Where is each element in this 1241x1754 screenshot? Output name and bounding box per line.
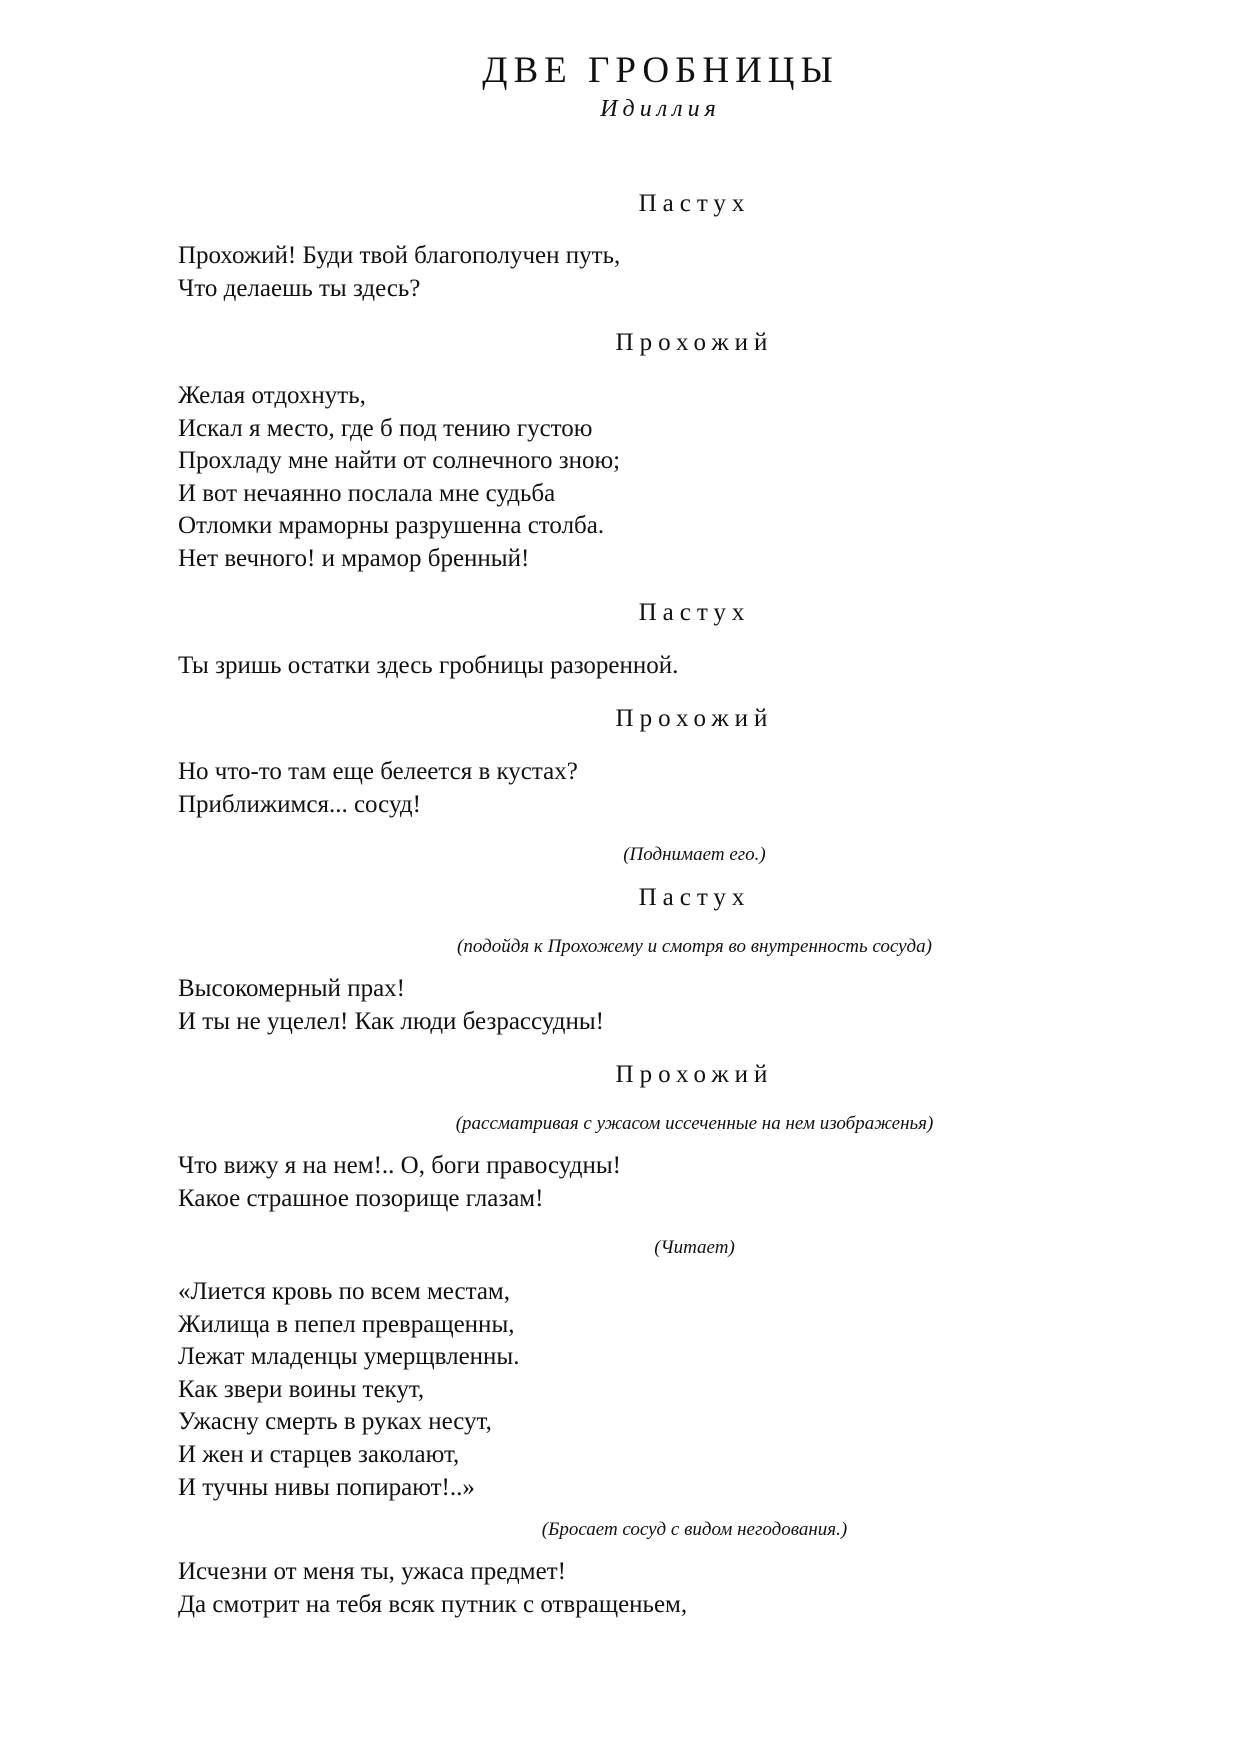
- stage-direction: (Бросает сосуд с видом негодования.): [541, 1519, 848, 1540]
- verse-block: [178, 380, 1178, 576]
- stage-direction: (подойдя к Прохожему и смотря во внутренность сосуда): [457, 936, 932, 957]
- verse-line: Жилища в пепел превращенны,: [178, 1310, 515, 1338]
- verse-block: [178, 1556, 1178, 1621]
- stage-direction: (Поднимает его.): [623, 844, 766, 865]
- verse-line: Ужасну смерть в руках несут,: [178, 1408, 492, 1436]
- verse-line: Какое страшное позорище глазам!: [178, 1184, 544, 1212]
- verse-line: Но что-то там еще белеется в кустах?: [178, 758, 578, 785]
- speaker-heading: Прохожий: [615, 1061, 774, 1088]
- speaker-heading: Пастух: [638, 190, 751, 217]
- verse-line: Прохожий! Буди твой благополучен путь,: [178, 242, 621, 269]
- verse-line: Высокомерный прах!: [178, 975, 405, 1002]
- verse-line: Нет вечного! и мрамор бренный!: [178, 544, 530, 572]
- verse-line: «Лиется кровь по всем местам,: [178, 1278, 510, 1305]
- verse-block: [178, 240, 1178, 305]
- verse-line: Что вижу я на нем!.. О, боги правосудны!: [178, 1152, 621, 1179]
- verse-line: И ты не уцелел! Как люди безрассудны!: [178, 1007, 604, 1035]
- verse-block: [178, 973, 1178, 1038]
- speaker-heading: Прохожий: [615, 705, 774, 732]
- speaker-heading: Пастух: [638, 884, 751, 911]
- verse-line: Отломки мраморны разрушенна столба.: [178, 512, 605, 540]
- verse-block: [178, 650, 1178, 683]
- verse-line: И тучны нивы попирают!..»: [178, 1473, 475, 1501]
- verse-line: Исчезни от меня ты, ужаса предмет!: [178, 1558, 566, 1585]
- page-title: ДВЕ ГРОБНИЦЫ: [482, 50, 839, 91]
- speaker-heading: Пастух: [638, 599, 751, 626]
- speaker-heading: Прохожий: [615, 329, 774, 356]
- page-subtitle: Идиллия: [600, 96, 721, 122]
- verse-line: Искал я место, где б под тению густою: [178, 414, 593, 442]
- verse-block: [178, 756, 1178, 821]
- verse-line: Лежат младенцы умерщвленны.: [178, 1343, 520, 1371]
- stage-direction: (рассматривая с ужасом иссеченные на нем изображенья): [455, 1113, 934, 1134]
- verse-block: [178, 1276, 1178, 1504]
- verse-line: Как звери воины текут,: [178, 1375, 425, 1403]
- stage-direction: (Читает): [654, 1237, 735, 1258]
- verse-line: Что делаешь ты здесь?: [178, 274, 421, 302]
- verse-line: Приближимся... сосуд!: [178, 790, 421, 818]
- verse-line: И жен и старцев заколают,: [178, 1440, 460, 1468]
- verse-block: [178, 1150, 1178, 1215]
- verse-line: Желая отдохнуть,: [178, 382, 366, 409]
- verse-line: Прохладу мне найти от солнечного зною;: [178, 447, 621, 475]
- verse-line: Ты зришь остатки здесь гробницы разоренной.: [178, 652, 679, 679]
- verse-line: Да смотрит на тебя всяк путник с отвращеньем,: [178, 1590, 688, 1618]
- verse-line: И вот нечаянно послала мне судьба: [178, 479, 556, 507]
